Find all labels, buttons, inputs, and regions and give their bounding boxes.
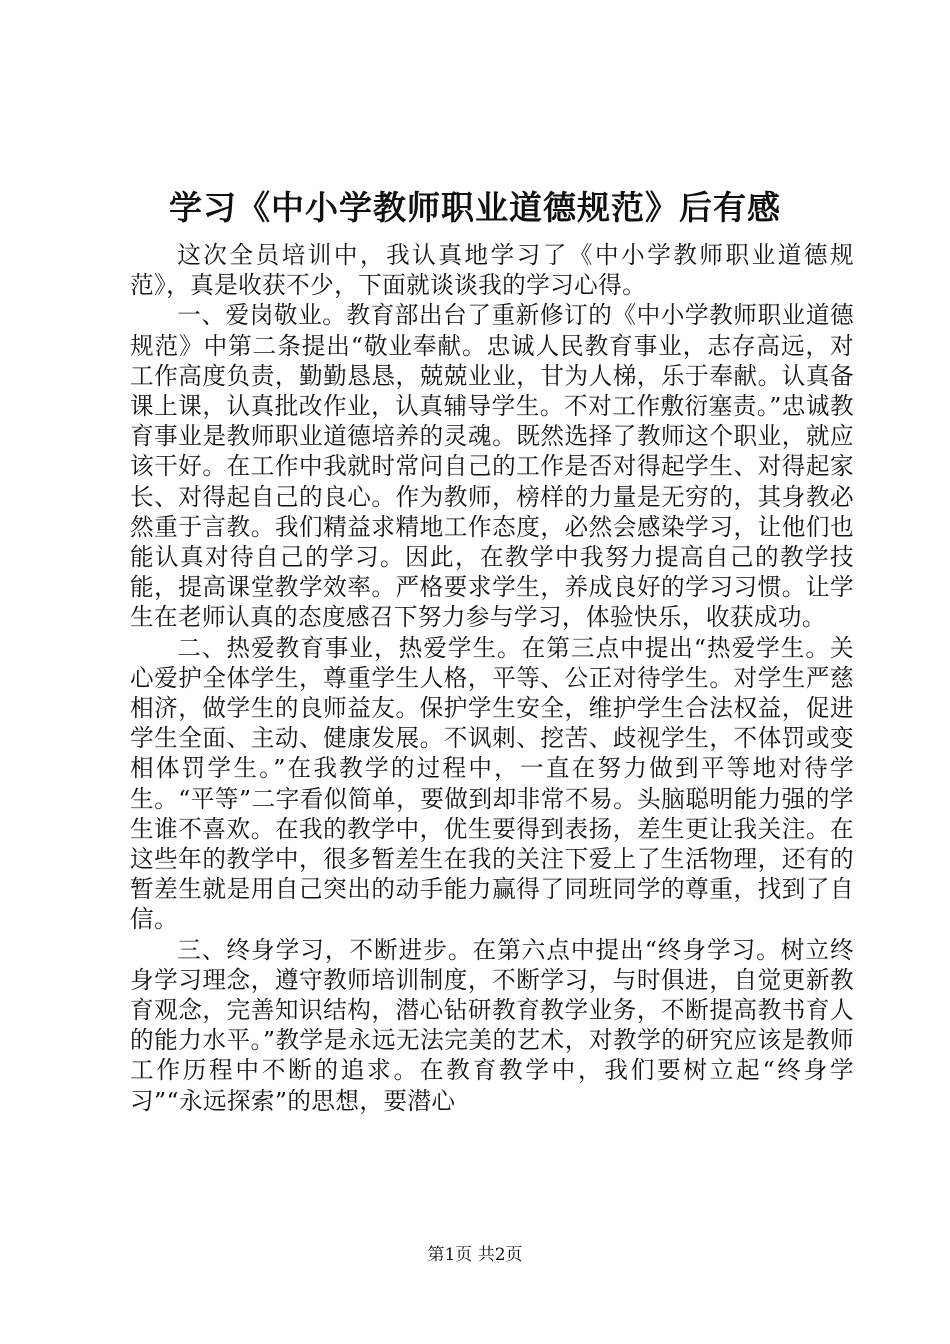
paragraph-section-1: 一、爱岗敬业。教育部出台了重新修订的《中小学教师职业道德规范》中第二条提出“敬业奉献。忠诚人民教育事业，志存高远，对工作高度负责，勤勤恳恳，兢兢业业，甘为人梯，乐于奉献。认真备课上课，认真批改作业，认真辅导学生。不对工作敷衍塞责。”忠诚教育事业是教师职业道德培养的灵魂。既然选择了教师这个职业，就应该干好。在工作中我就时常问自己的工作是否对得起学生、对得起家长、对得起自己的良心。作为教师，榜样的力量是无穷的，其身教必然重于言教。我们精益求精地工作态度，必然会感染学习，让他们也能认真对待自己的学习。因此，在教学中我努力提高自己的教学技能，提高课堂教学效率。严格要求学生，养成良好的学习习惯。让学生在老师认真的态度感召下努力参与学习，体验快乐，收获成功。 xyxy=(130,301,854,632)
document-body xyxy=(130,240,854,1116)
document-title: 学习《中小学教师职业道德规范》后有感 xyxy=(169,188,781,227)
paragraph-section-3: 三、终身学习，不断进步。在第六点中提出“终身学习。树立终身学习理念，遵守教师培训制度，不断学习，与时俱进，自觉更新教育观念，完善知识结构，潜心钻研教育教学业务，不断提高教书育人的能力水平。”教学是永远无法完美的艺术，对教学的研究应该是教师工作历程中不断的追求。在教育教学中，我们要树立起“终身学习”“永远探索”的思想，要潜心 xyxy=(130,935,854,1115)
paragraph-intro: 这次全员培训中，我认真地学习了《中小学教师职业道德规范》，真是收获不少，下面就谈谈我的学习心得。 xyxy=(130,241,854,300)
paragraph-section-2: 二、热爱教育事业，热爱学生。在第三点中提出“热爱学生。关心爱护全体学生，尊重学生人格，平等、公正对待学生。对学生严慈相济，做学生的良师益友。保护学生安全，维护学生合法权益，促进学生全面、主动、健康发展。不讽刺、挖苦、歧视学生，不体罚或变相体罚学生。”在我教学的过程中，一直在努力做到平等地对待学生。“平等”二字看似简单，要做到却非常不易。头脑聪明能力强的学生谁不喜欢。在我的教学中，优生要得到表扬，差生更让我关注。在这些年的教学中，很多暂差生在我的关注下爱上了生活物理，还有的暂差生就是用自己突出的动手能力赢得了同班同学的尊重，找到了自信。 xyxy=(130,633,854,934)
page-number-footer: 第1页 共2页 xyxy=(427,1245,523,1265)
